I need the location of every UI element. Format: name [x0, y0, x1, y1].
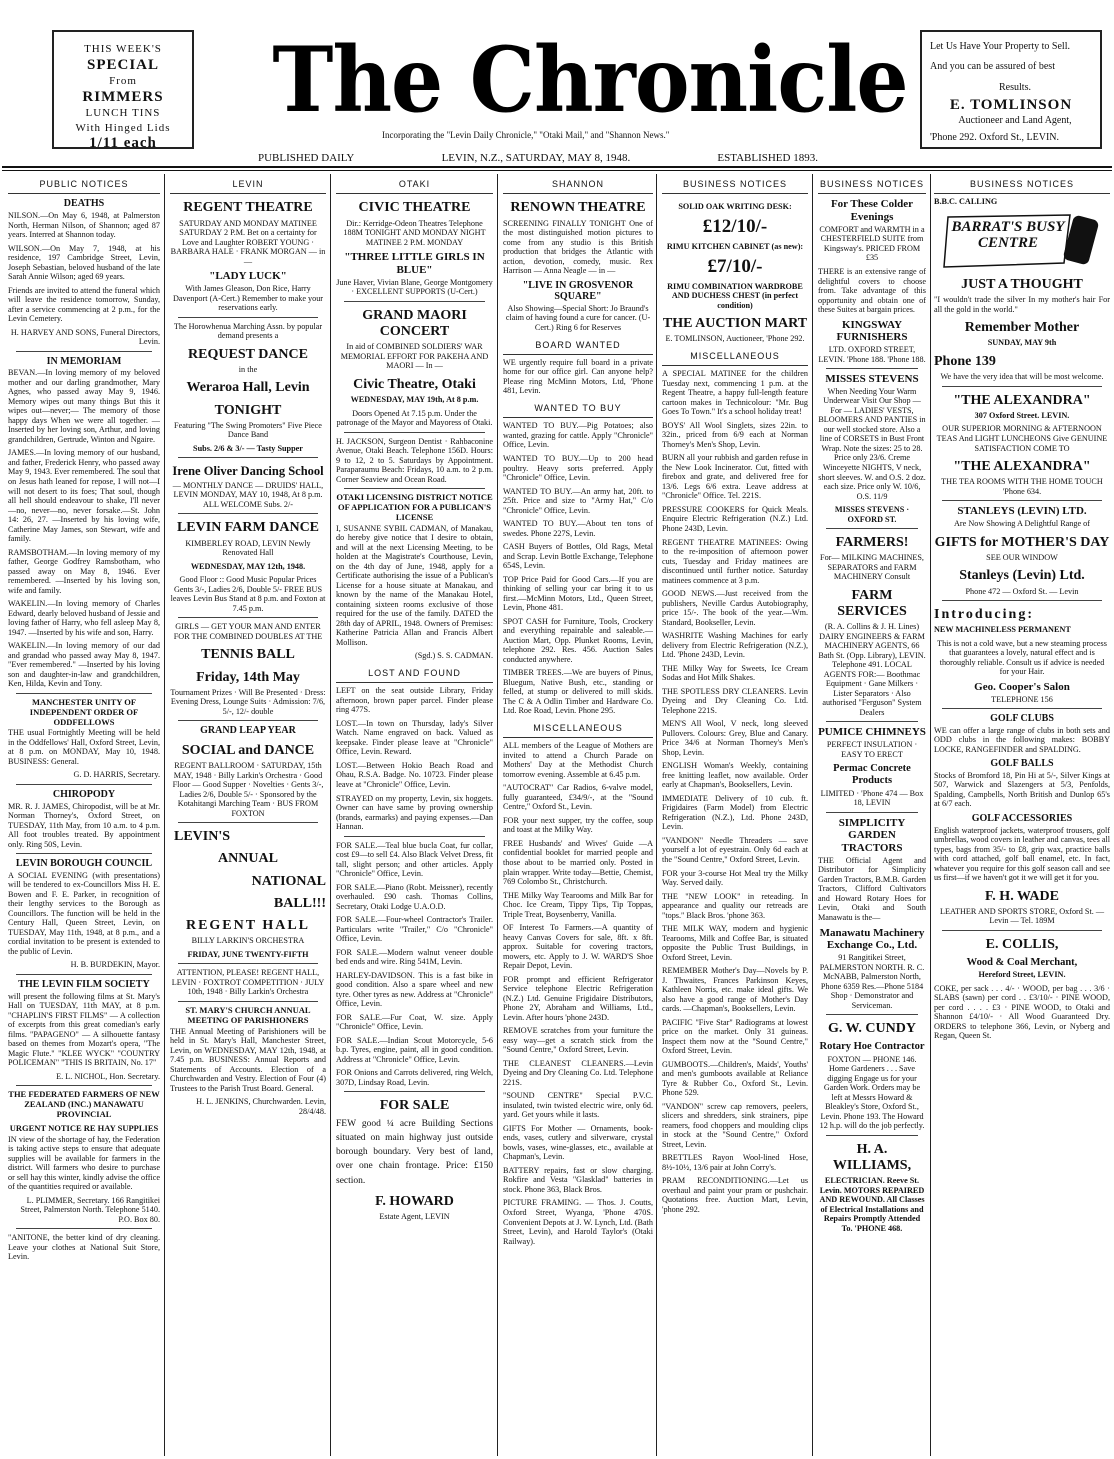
column-levin — [170, 176, 326, 1456]
classified: BATTERY repairs, fast or slow charging. Rokfire and Vesta "Glasklad" batteries in stock. Phone 363, Black Bros. — [503, 1165, 653, 1194]
divider — [178, 720, 318, 721]
ad-heading: SIMPLICITY GARDEN TRACTORS — [838, 816, 906, 855]
column-divider — [812, 174, 813, 1456]
ad-text: GIRLS — GET YOUR MAN AND ENTER FOR THE COMBINED DOUBLES AT THE — [173, 622, 323, 641]
notice: RAMSBOTHAM.—In loving memory of my father, George Godfrey Ramsbotham, who passed away on May 8, 1946. Ever remembered. —Inserted by his loving son, wife and family. — [8, 547, 160, 595]
column-divider — [164, 174, 165, 1456]
notice: NILSON.—On May 6, 1948, at Palmerston North, Herman Nilson, of Shannon; aged 87 years. Interred at Shannon today. — [8, 211, 160, 240]
column-business-notices-3 — [934, 176, 1110, 1456]
ad-text: 307 Oxford Street. LEVIN. — [974, 410, 1070, 420]
newspaper-title: The Chronicle — [272, 27, 908, 133]
section-heading: GOLF BALLS — [990, 758, 1054, 770]
classified: THE "NEW LOOK" in reteading. In appearance and quality our retreads are "tops." Black Bros. 'phone 363. — [662, 891, 808, 920]
classified: BURN all your rubbish and garden refuse in the New Look Incinerator. Cut, fitted with firebox and grate, and delivered free for 13/6. Legs 6/6 extra. Leave address at "Chronicle" Office. Tel. 221S. — [662, 453, 808, 501]
notice: WILSON.—On May 7, 1948, at his residence, 197 Cambridge Street, Levin, Joseph Sebastian, beloved husband of the late Sarah Annie Wilson; aged 69 years. — [8, 243, 160, 282]
classified: PICTURE FRAMING. — Thos. J. Coutts, Oxford Street, Wyanga, 'Phone 470S. Convenient Depots at J. W. Lynch, Ltd. (Bath Street, Levin), and Harold Taylor's (Otaki Railway). — [503, 1198, 653, 1246]
classified: IMMEDIATE Delivery of 10 cub. ft. Frigidaires (Farm Model) from Electric Refrigeration (N.Z.), Ltd. Phone 243D, Levin. — [662, 793, 808, 832]
section-heading: LEVIN BOROUGH COUNCIL — [15, 858, 153, 870]
classified: PRAM RECONDITIONING.—Let us overhaul and paint your pram or pushchair. Quotations free. Auction Mart, Levin, 'phone 292. — [662, 1176, 808, 1214]
issue-date: LEVIN, N.Z., SATURDAY, MAY 8, 1948. — [441, 152, 631, 164]
divider — [344, 488, 485, 489]
column-heading: OTAKI — [336, 176, 493, 194]
barrats-logo — [940, 211, 1104, 271]
classified: FOR Onions and Carrots delivered, ring Welch, 307D, Lindsay Road, Levin. — [336, 1068, 493, 1087]
ad-text: SEE OUR WINDOW — [986, 552, 1058, 562]
divider — [942, 386, 1102, 387]
section-heading: CHIROPODY — [52, 788, 116, 800]
section-heading: DEATHS — [63, 198, 105, 210]
film-title: "LADY LUCK" — [209, 270, 287, 283]
ear-line: 1/11 each — [89, 135, 157, 152]
notice-signature: L. PLIMMER, Secretary. 166 Rangitikei Street, Palmerston North. Telephone 5140. P.O. Box 80. — [20, 1195, 160, 1224]
ad-heading: LEVIN'S — [174, 829, 231, 845]
established: ESTABLISHED 1893. — [717, 152, 818, 164]
ear-line: LUNCH TINS — [85, 106, 161, 119]
ad-text: With James Gleason, Don Rice, Harry Davenport (A-Cert.) Remember to make your reservations early. — [172, 284, 324, 313]
ad-text: LEATHER AND SPORTS STORE, Oxford St. — Levin — Tel. 189M — [939, 906, 1105, 926]
divider — [178, 1001, 318, 1002]
classified: OF Interest To Farmers.—A quantity of heavy Canvas Covers for sale, 8ft. x 8ft. approx. Suitable for covering tractors, mowers, etc. Apply to J. W. WARD'S Shoe Repair Depot, Levin. — [503, 923, 653, 971]
section-heading: MISCELLANEOUS — [503, 720, 653, 738]
notice: A SOCIAL EVENING (with presentations) will be tendered to ex-Councillors Miss H. E. Bowen and F. E. Parker, in recognition of their lengthy services to the Borough as Councillors. The function will be held in the Century Hall, Queen Street, Levin, on TUESDAY, May 11th, 1948, at 8 p.m., and a cordial invitation to be present is extended to the public of Levin. — [8, 870, 160, 956]
ad-text: in the — [238, 364, 258, 374]
ad-heading: "THE ALEXANDRA" — [953, 459, 1091, 475]
section-heading: BOARD WANTED — [503, 337, 653, 355]
ad-text: THERE is an extensive range of delightful covers to choose from. Take advantage of this opportunity and obtain one of these Suites at bargain prices. — [818, 267, 926, 315]
ad-heading: Weraroa Hall, Levin — [186, 380, 310, 396]
ad-heading: REGENT HALL — [185, 918, 311, 934]
ad-heading: SOCIAL and DANCE — [181, 742, 315, 758]
classified: FOR SALE.—Modern walnut veneer double bed ends and wire. Ring 541M, Levin. — [336, 947, 493, 967]
classified: REMEMBER Mother's Day—Novels by P. J. Thwaites, Frances Parkinson Keyes, Kathleen Norris, etc. make ideal gifts. We also have a good range of Mother's Day cards. —Chapman's, Booksellers, Levin. — [662, 966, 808, 1014]
column-business-notices-1 — [662, 176, 808, 1456]
ad-heading: PUMICE CHIMNEYS — [818, 726, 926, 739]
ear-line: RIMMERS — [82, 88, 164, 105]
section-heading: ST. MARY'S CHURCH ANNUAL MEETING OF PARISHIONERS — [185, 1004, 311, 1025]
divider — [826, 812, 918, 813]
divider — [178, 963, 318, 964]
ad-text: NEW MACHINELESS PERMANENT — [934, 625, 1071, 635]
ad-heading: FARMERS! — [835, 535, 909, 551]
divider — [344, 836, 485, 837]
divider — [826, 368, 918, 369]
ad-text: BILLY LARKIN'S ORCHESTRA — [191, 936, 305, 946]
ad-text: Also Showing—Special Short: Jo Braund's claim of having found a cure for cancer. (U-Cert.) Ring 6 for Reserves — [505, 303, 651, 332]
classified: FOR SALE.—Indian Scout Motorcycle, 5-6 b.p. Tyres, engine, paint, all in good condition. Address at "Chronicle" Office, Levin. — [336, 1035, 493, 1064]
ad-heading: Phone 139 — [934, 353, 996, 369]
classified: "SOUND CENTRE" Special P.V.C. insulated, twin twisted electric wire, only 6d. yard. Get yours while it lasts. — [503, 1091, 653, 1120]
ear-line: From — [109, 74, 137, 87]
left-ear-advert — [52, 30, 194, 152]
ad-text: In aid of COMBINED SOLDIERS' WAR MEMORIAL EFFORT FOR PAKEHA AND MAORI — In — — [340, 342, 489, 371]
ad-heading: TONIGHT — [214, 402, 282, 418]
column-shannon — [503, 176, 653, 1456]
classified: WANTED TO BUY.—Up to 200 head poultry. Heavy sorts preferred. Apply "Chronicle" Office, Levin. — [503, 453, 653, 483]
notice: Friends are invited to attend the funeral which will leave the residence tomorrow, Sunday, after a service commencing at 2 p.m., for the Levin Cemetery. — [8, 285, 160, 324]
ad-heading: F. HOWARD — [375, 1193, 454, 1209]
ad-text: SUNDAY, MAY 9th — [987, 338, 1057, 348]
classified: GOOD NEWS.—Just received from the publishers, Neville Cardus Autobiography, price 15/-. The book of the year.—Wm. Standard, Bookseller, Levin. — [662, 589, 808, 627]
divider — [178, 513, 318, 514]
section-heading: WANTED TO BUY — [503, 400, 653, 418]
column-heading: BUSINESS NOTICES — [662, 176, 808, 194]
ad-text: SCREENING FINALLY TONIGHT One of the most distinguished motion pictures to come from any studio is this British production that bridges the Atlantic with action, devotion, comedy, music. Rex Harrison — Anna Neagle — in — — [503, 218, 653, 276]
classified: CASH Buyers of Bottles, Old Rags, Metal and Scrap. Levin Bottle Exchange, Telephone 654S, Levin. — [503, 542, 653, 571]
classified: HARLEY-DAVIDSON. This is a fast bike in good condition. Also a spare wheel and new tyre. Other tyres as new. Address at "Chronicle" Office, Levin. — [336, 970, 493, 1009]
classified: TOP Price Paid for Good Cars.—If you are thinking of selling your car bring it to us first.—McMinn Motors, Ltd., Queen Street, Levin, Phone 481. — [503, 574, 653, 613]
ad-heading: Irene Oliver Dancing School — [172, 464, 324, 479]
ad-heading: Geo. Cooper's Salon — [974, 680, 1070, 693]
classified: BOYS' All Wool Singlets, sizes 22in. to 32in., priced from 6/9 each at Norman Thorney's Men's Shop, Levin. — [662, 420, 808, 449]
ear-line: THIS WEEK'S — [84, 43, 162, 55]
classified: BRETTLES Rayon Wool-lined Hose, 8½-10½, 13/6 pair at John Corry's. — [662, 1153, 808, 1172]
notice: WAKELIN.—In loving memory of Charles Edward, dearly beloved husband of Jessie and loving father of Harry, who fell asleep May 8, 1947. —Inserted by his wife and son, Harry. — [8, 599, 160, 637]
divider — [16, 1228, 152, 1229]
ad-heading: REQUEST DANCE — [188, 346, 308, 362]
classified: REMOVE scratches from your furniture the easy way—get a scratch stick from the "Sound Centre," Oxford Street, Levin. — [503, 1026, 653, 1055]
section-heading: GOLF ACCESSORIES — [971, 812, 1073, 824]
ad-text: Phone 472 — Oxford St. — Levin — [965, 586, 1079, 596]
ad-text: Tournament Prizes · Will Be Presented · Dress: Evening Dress, Lounge Suits · Admission: 7/6, 5/-, 12/- double — [170, 687, 326, 716]
classified: SPOT CASH for Furniture, Tools, Crockery and everything repairable and saleable.—Auction Mart, Opp. Plunket Rooms, Levin, telephone 292. Res. 456. Auction Sales conducted anywhere. — [503, 616, 653, 664]
ad-text: Featuring "The Swing Promoters" Five Piece Dance Band — [174, 420, 322, 440]
ad-heading: RENOWN THEATRE — [510, 200, 646, 216]
divider — [942, 500, 1102, 501]
classified: FOR SALE.—Teal blue bucla Coat, fur collar, cost £9—to sell £4. Also Black Velvet Dress, fit tall, slight person; and other articles. Apply "Chronicle" Office, Levin. — [336, 840, 493, 879]
ad-text: COKE, per sack . . . 4/- · WOOD, per bag . . . 3/6 · SLABS (sawn) per cord . . £3/10/- · PINE WOOD, per cord . . . . £3 · PINE WOOD, to Otaki and Shannon £4/10/- · All Wood Guaranteed Dry. ORDERS to telephone 366, Levin, or Nyberg and Regan, Queen St. — [934, 983, 1110, 1041]
notice: JAMES.—In loving memory of our husband, and father, Frederick Henry, who passed away May 9, 1943. Ever remembered. The soul that on Jesus hath leaned for repose, I will not—I will not desert to its foes; That soul, though all hell should endeavour to shake, I'll never—no, never—no, never forsake.—St. John 14: 26, 27. —Inserted by his loving wife, Catherine May James, son Stewart, wife and family. — [8, 448, 160, 544]
ad-text: "I wouldn't trade the silver In my mother's hair For all the gold in the world." — [934, 295, 1110, 314]
notice-signature: G. D. HARRIS, Secretary. — [73, 770, 160, 780]
notice-signature: H. B. BURDEKIN, Mayor. — [70, 960, 160, 970]
ad-text: We have the very idea that will be most welcome. — [940, 372, 1104, 382]
section-heading: OTAKI LICENSING DISTRICT NOTICE OF APPLICATION FOR A PUBLICAN'S LICENSE — [336, 492, 493, 522]
ad-heading: Introducing: — [934, 607, 1034, 623]
classified: "VANDON" Needle Threaders — save yourself a lot of eyestrain. Only 6d each at the "Sound Centre," Oxford Street, Levin. — [662, 835, 808, 864]
column-otaki — [336, 176, 493, 1456]
column-divider — [497, 174, 498, 1456]
classified: THE Milky Way for Sweets, Ice Cream Sodas and Hot Milk Shakes. — [662, 663, 808, 683]
classified: FOR your next supper, try the coffee, soup and toast at the Milky Way. — [503, 815, 653, 835]
classified: ALL members of the League of Mothers are invited to attend a Church Parade on Mothers' Day at the Methodist Church tomorrow evening. Assemble at 6.45 p.m. — [503, 741, 653, 779]
classified: FOR SALE.—Piano (Robt. Meissner), recently overhauled. £90 cash. Thomas Collins, Secretary, Otaki Lodge U.A.O.D. — [336, 882, 493, 911]
divider — [344, 301, 485, 302]
ad-text: Estate Agent, LEVIN — [379, 1212, 450, 1222]
notice: H. JACKSON, Surgeon Dentist · Rahbaconine Avenue, Otaki Beach. Telephone 156D. Hours: 9 to 12, 2 to 5. Saturdays by Appointment. Paraparaumu Beach: Fridays, 10 a.m. to 2 p.m. Corner Seaview and Ocean Road. — [336, 436, 493, 484]
ad-heading: "THE ALEXANDRA" — [953, 392, 1091, 408]
ad-heading: LEVIN FARM DANCE — [176, 520, 320, 536]
barrats-logo-text: BARRAT'S BUSY CENTRE — [951, 218, 1065, 252]
section-heading: GOLF CLUBS — [990, 713, 1054, 725]
classified: A SPECIAL MATINEE for the children Tuesday next, commencing 1 p.m. at the Regent Theatre, a happy full-length feature cartoon makes in Technicolour: "Mr. Bug Goes To Town." It's a school holiday treat! — [662, 369, 808, 417]
published-daily: PUBLISHED DAILY — [258, 152, 355, 164]
divider — [826, 1135, 918, 1136]
divider — [344, 1091, 485, 1092]
divider — [178, 457, 318, 458]
notice: BEVAN.—In loving memory of my beloved mother and our darling grandmother, Mary Agnes, who passed away May 9, 1946. Memory wipes out many things But this it wipes out—never;— The memory of those happy days When we were all together. —Inserted by her loving son, Arthur, and loving grandchildren, Gertrude, Winton and Ngaire. — [8, 368, 160, 444]
ad-text: Hereford Street, LEVIN. — [978, 970, 1066, 980]
classified: TIMBER TREES.—We are buyers of Pinus, Bluegum, Native Bush, etc., standing or felled, at stump or delivered to mill skids. The C & A Odlin Timber and Hardware Co. Ltd. Roe Road, Levin. Phone 295. — [503, 668, 653, 716]
ad-heading: GRAND LEAP YEAR — [200, 725, 296, 737]
section-heading: MISCELLANEOUS — [662, 348, 808, 366]
column-divider — [330, 174, 331, 1456]
classified: FOR SALE.—Four-wheel Contractor's Trailer. Particulars write "Trailer," C/o "Chronicle" Office, Levin. — [336, 915, 493, 944]
ad-heading: Stanleys (Levin) Ltd. — [959, 568, 1085, 584]
notice: MR. R. J. JAMES, Chiropodist, will be at Mr. Norman Thorney's, Oxford Street, on TUESDAY, 11th May, from 10 a.m. to 4 p.m. All foot troubles treated. By appointment only. Ring 50S, Levin. — [8, 801, 160, 849]
classified: PRESSURE COOKERS for Quick Meals. Enquire Electric Refrigeration (N.Z.) Ltd. Phone 243D, Levin. — [662, 504, 808, 533]
ad-text: Are Now Showing A Delightful Range of — [954, 519, 1090, 529]
classified: THE SPOTLESS DRY CLEANERS. Levin Dyeing and Dry Cleaning Co. Ltd. Telephone 221S. — [662, 686, 808, 715]
ad-heading: ANNUAL — [218, 851, 278, 867]
classified: WANTED TO BUY.—About ten tons of swedes. Phone 227S, Levin. — [503, 519, 653, 538]
divider — [942, 708, 1102, 709]
ad-text: (R. A. Collins & J. H. Lines) DAIRY ENGINEERS & FARM MACHINERY AGENTS, 66 Bath St. (Opp. Library), LEVIN. Telephone 491. LOCAL AGENTS FOR:— Boothmac Equipment · Gane Milkers · Lister Separators · Also authorised "Ferguson" System Dealers — [818, 622, 926, 717]
ear-line: 'Phone 292. Oxford St., LEVIN. — [930, 132, 1060, 143]
ad-text: FEW good ¼ acre Building Sections situated on main highway just outside borough boundary. Very best of land, over one chain frontage. Price: £150 section. — [336, 1118, 493, 1186]
classified: THE CLEANEST CLEANERS.—Levin Dyeing and Dry Cleaning Co. Ltd. Telephone 221S. — [503, 1058, 653, 1087]
masthead-rule — [2, 166, 1112, 168]
ad-heading: CIVIC THEATRE — [358, 200, 471, 216]
notice: I, SUSANNE SYBIL CADMAN, of Manakau, do hereby give notice that I desire to obtain, and will at the next Licensing Meeting, to be holden at the Magistrate's Courthouse, Levin, on the 4th day of June, 1948, apply for a Certificate authorising the issue of a Publican's License for a house situate at Manakau, and known by the name of the Manakau Hotel, containing sixteen rooms exclusive of those required for the use of the family. DATED the 28th day of APRIL, 1948. Owners of Premises: Katherine Patricia Allan and Francis Albert Mollison. — [336, 523, 493, 647]
notice-signature: H. L. JENKINS, Churchwarden. Levin, 28/4/48. — [196, 1097, 326, 1116]
section-heading: IN MEMORIAM — [46, 355, 122, 367]
classified: ENGLISH Woman's Weekly, containing free knitting leaflet, now available. Order early at Chapman's, Booksellers, Levin. — [662, 761, 808, 790]
divider — [826, 528, 918, 529]
ad-heading: F. H. WADE — [985, 888, 1059, 904]
ad-heading: Friday, 14th May — [196, 669, 300, 685]
ad-text: THE TEA ROOMS WITH THE HOME TOUCH 'Phone 634. — [941, 477, 1103, 496]
classified: WE urgently require full board in a private home for our office girl. Can anyone help? Please ring McMinn Motors, Ltd, 'Phone 481, Levin. — [503, 357, 653, 396]
column-heading: BUSINESS NOTICES — [818, 176, 926, 194]
divider — [942, 600, 1102, 601]
ad-text: 91 Rangitikei Street, PALMERSTON NORTH. R. C. McNABB, Palmerston North, Phone 6359 Res.—Phone 5184 Shop · Demonstrator and Serviceman. — [819, 953, 925, 1010]
ad-heading: Permac Concrete Products — [833, 763, 911, 787]
ad-heading: E. COLLIS, — [985, 936, 1059, 952]
divider — [178, 617, 318, 618]
ad-heading: GIFTS for MOTHER'S DAY — [934, 534, 1110, 550]
classified: FOR SALE.—Fur Coat, W. size. Apply "Chronicle" Office, Levin. — [336, 1012, 493, 1032]
ad-heading: Wood & Coal Merchant, — [966, 957, 1078, 969]
ad-text: Good Floor :: Good Music Popular Prices Gents 3/-, Ladies 2/6, Double 5/- FREE BUS leaves Levin Bus Stand at 8 p.m. and Foxton at 7.45 p.m. — [170, 575, 326, 613]
divider — [16, 351, 152, 352]
notice-signature: H. HARVEY AND SONS, Funeral Directors, Levin. — [10, 327, 160, 347]
ear-line: E. TOMLINSON — [949, 96, 1073, 113]
ad-text: WEDNESDAY, MAY 12th, 1948. — [190, 561, 306, 571]
ad-text: RIMU COMBINATION WARDROBE AND DUCHESS CHEST (in perfect condition) — [667, 281, 803, 310]
ad-heading: G. W. CUNDY — [828, 1021, 916, 1037]
ad-heading: H. A. WILLIAMS, — [832, 1141, 912, 1173]
classified: WANTED TO BUY.—An army hat, 20ft. to 25ft. Price and size to "Army Hat," C/o "Chronicle" Office, Levin. — [503, 486, 653, 515]
logo-radio-icon — [1062, 214, 1099, 265]
column-business-notices-2 — [818, 176, 926, 1456]
ad-text: The Horowhenua Marching Assn. by popular demand presents a — [173, 321, 323, 341]
classified: FREE Husbands' and Wives' Guide —A confidential booklet for married people and those about to be married only. Posted in plain wrapper. Write today—Bettie, Chemist, 769 Colombo St., Christchurch. — [503, 838, 653, 887]
divider — [16, 974, 152, 975]
ad-heading: Civic Theatre, Otaki — [353, 376, 476, 392]
divider — [16, 693, 152, 694]
ad-text: KIMBERLEY ROAD, LEVIN Newly Renovated Hall — [185, 538, 311, 558]
price: £12/10/- — [702, 215, 768, 237]
right-ear-advert — [920, 30, 1102, 149]
notice: IN view of the shortage of hay, the Federation is taking active steps to ensure that adequate supplies will be available for farmers in the district. Will farmers who desire to purchase or sell hay this winter, kindly advise the office of the quantities required or available. — [8, 1134, 160, 1192]
section-heading: MANCHESTER UNITY OF INDEPENDENT ORDER OF ODDFELLOWS — [29, 696, 139, 727]
ad-heading: KINGSWAY FURNISHERS — [836, 318, 908, 344]
column-heading: PUBLIC NOTICES — [8, 176, 160, 194]
ad-heading: REGENT THEATRE — [183, 200, 313, 216]
classified: THE Milky Way Tearooms and Milk Bar for Choc. Ice Cream, Tippy Tips, Tip Toppas, Triple Treat, Boysenberry, Vanilla. — [503, 890, 653, 919]
column-public-notices — [8, 176, 160, 1456]
film-title: "THREE LITTLE GIRLS IN BLUE" — [344, 251, 485, 276]
ad-heading: GRAND MAORI CONCERT — [362, 307, 467, 339]
classified: THE MILK WAY, modern and hygienic Tearooms, Milk and Coffee Bar, is situated opposite the Public Trust Buildings, in Oxford Street, Levin. — [662, 924, 808, 962]
ad-text: FRIDAY, JUNE TWENTY-FIFTH — [187, 949, 309, 959]
notice: THE usual Fortnightly Meeting will be held in the Oddfellows' Hall, Oxford Street, Levin, at 8 p.m. on MONDAY, May 10, 1948. BUSINESS: General. — [8, 728, 160, 766]
section-heading: LOST AND FOUND — [336, 665, 493, 683]
classified: FOR prompt and efficient Refrigerator Service telephone Electric Refrigeration (N.Z.) Ltd. Genuine Frigidaire Distributors, Phone 2Y, Abraham and Williams, Ltd., Levin. After hours 'phone 243D. — [503, 974, 653, 1022]
ad-text: LIMITED · 'Phone 474 — Box 18, LEVIN — [820, 788, 924, 808]
masthead-rule — [2, 170, 1112, 171]
ad-heading: THE AUCTION MART — [662, 316, 808, 332]
ad-heading: FARM SERVICES — [837, 587, 907, 620]
notice: "ANITONE, the better kind of dry cleaning. Leave your clothes at National Suit Store, Levin. — [8, 1233, 160, 1262]
ear-line: Results. — [999, 82, 1031, 93]
dateline — [258, 152, 818, 164]
classified: GUMBOOTS.—Children's, Maids', Youths' and men's gumboots available at Reliance Tyre & Rubber Co., Oxford St., Levin. Phone 529. — [662, 1059, 808, 1098]
ad-text: LTD. OXFORD STREET, LEVIN. 'Phone 188. 'Phone 188. — [818, 345, 926, 364]
ad-text: — MONTHLY DANCE — DRUIDS' HALL, LEVIN MONDAY, MAY 10, 1948, At 8 p.m. ALL WELCOME Subs. 2/- — [172, 480, 324, 509]
divider — [16, 1085, 152, 1086]
classified: LEFT on the seat outside Library, Friday afternoon, brown paper parcel. Finder please ring 477S. — [336, 686, 493, 715]
ear-line: With Hinged Lids — [75, 121, 171, 134]
notice: will present the following films at St. Mary's Hall on TUESDAY, 11th MAY, at 8 p.m. "CHAPLIN'S FIRST FILMS" — A collection of excerpts from this great comedian's early films. "PAPAGENO" — A silhouette fantasy based on themes from Mozart's opera, "The Magic Flute." "KLEE WYCK" "COUNTRY POLICEMAN" "THIS IS BRITAIN, No. 17" — [8, 991, 160, 1068]
notice-signature: E. L. NICHOL, Hon. Secretary. — [56, 1071, 160, 1081]
ad-text: Doors Opened At 7.15 p.m. Under the patronage of the Mayor and Mayoress of Otaki. — [336, 408, 493, 428]
ear-line: And you can be assured of best — [930, 60, 1055, 72]
classified: "AUTOCRAT" Car Radios, 6-valve model, fully guaranteed, £34/9/-, at the "Sound Centre," Oxford St., Levin. — [503, 783, 653, 812]
ad-text: THE Official Agent and Distributor for Simplicity Garden Tractors, B.M.B. Garden Tractors, Clifford Cultivators and Howard Rotary Hoes for Levin, Otaki and South Manawatu is the— — [818, 855, 926, 922]
ad-text: When Needing Your Warm Underwear Visit Our Shop — For — LADIES' VESTS, BLOOMERS AND PANTIES in our well stocked store. Also a line of CORSETS in Bust Front Wrap. Note the sizes: 25 to 28. Price only 23/6. Creme Winceyette NIGHTS, V neck, short sleeves. W. and O.S. 2 doz. each size. Price only W. 10/6, O.S. 11/9 — [818, 386, 926, 501]
incorporating-line: Incorporating the "Levin Daily Chronicle," "Otaki Mail," and "Shannon News." — [382, 130, 670, 140]
section-subheading: URGENT NOTICE RE HAY SUPPLIES — [9, 1122, 159, 1133]
classified: WANTED TO BUY.—Pig Potatoes; also wanted, grazing for cattle. Apply "Chronicle" Office, Levin. — [503, 421, 653, 450]
film-title: "LIVE IN GROSVENOR SQUARE" — [522, 279, 634, 303]
ad-text: For— MILKING MACHINES, SEPARATORS and FARM MACHINERY Consult — [820, 553, 924, 582]
ad-text: ELECTRICIAN. Reeve St. Levin. MOTORS REPAIRED AND REWOUND. All Classes of Electrical Installations and Repairs Promptly Attended To. 'PHONE 468. — [819, 1176, 925, 1233]
ad-text: E. TOMLINSON, Auctioneer, 'Phone 292. — [665, 334, 805, 344]
classified: STRAYED on my property, Levin, six hoggets. Owner can have same by proving ownership (brands, earmarks) and paying expenses.—Dan Hannan. — [336, 793, 493, 832]
ad-text: SATURDAY AND MONDAY MATINEE SATURDAY 2 P.M. Bet on a certainty for Love and Laughter ROBERT YOUNG · BARBARA HALE · FRANK MORGAN — in — — [170, 218, 326, 266]
divider — [16, 853, 152, 854]
divider — [942, 930, 1102, 931]
divider — [178, 822, 318, 823]
price: £7/10/- — [707, 255, 763, 277]
divider — [16, 784, 152, 785]
ad-text: TELEPHONE 156 — [991, 694, 1053, 704]
column-divider — [656, 174, 657, 1456]
ad-text: Dir.: Kerridge-Odeon Theatres Telephone 188M TONIGHT AND MONDAY NIGHT MATINEE 2 P.M. MONDAY — [343, 218, 486, 247]
ad-text: FOXTON — PHONE 146. Home Gardeners . . . Save digging Engage us for your Garden Work. Orders may be left at Messrs Howard & Bleakley's Store, Oxford St., Levin. Phone 193. The Howard 12 h.p. will do the job perfectly. — [819, 1054, 925, 1131]
ad-text: PERFECT INSULATION · EASY TO ERECT — [826, 740, 918, 759]
classified: WASHRITE Washing Machines for early delivery from Electric Refrigeration (N.Z.), Ltd. 'Phone 243D, Levin. — [662, 631, 808, 660]
classified: LOST.—In town on Thursday, lady's Silver Watch. Name engraved on back. Valued as keepsake. Finder please leave at "Chronicle" Office, Levin. Reward. — [336, 718, 493, 757]
ad-text: REGENT BALLROOM · SATURDAY, 15th MAY, 1948 · Billy Larkin's Orchestra · Good Floor — Good Supper · Novelties · Gents 3/-, Ladies 2/6, Double 5/- · Sponsored by the Kotahitangi Marching Team · BUS FROM FOXTON — [172, 761, 324, 818]
classified: FOR your 3-course Hot Meal try the Milky Way. Served daily. — [662, 868, 808, 888]
divider — [826, 721, 918, 722]
ad-text: Subs. 2/6 & 3/- — Tasty Supper — [193, 443, 303, 453]
classified: REGENT THEATRE MATINEES: Owing to the re-imposition of afternoon power cuts, Tuesday and Friday matinees are discontinued until further notice. Saturday matinees commence at 3 p.m. — [662, 537, 808, 585]
ear-line: SPECIAL — [86, 56, 160, 73]
ad-text: This is not a cold wave, but a new steaming process that guarantees a lovely, natural effect and is thoroughly reliable. Consult us if advice is needed for your Hair. — [937, 638, 1107, 677]
ad-text: Stocks of Bromford 18, Pin Hi at 5/-, Silver Kings at 507, Warwick and Slazengers at 5/3, Penfolds, Spalding, Campbells, North British and Dunlop 65's at 6/7 each. — [934, 770, 1110, 809]
column-heading: BUSINESS NOTICES — [934, 176, 1110, 194]
ad-heading: Manawatu Machinery Exchange Co., Ltd. — [819, 926, 925, 952]
ear-line: Auctioneer and Land Agent, — [958, 114, 1072, 126]
ad-heading: BALL!!! — [273, 895, 326, 911]
ad-heading: JUST A THOUGHT — [961, 276, 1083, 292]
ad-heading: TENNIS BALL — [201, 647, 295, 663]
column-divider — [930, 174, 931, 1456]
section-heading: THE FEDERATED FARMERS OF NEW ZEALAND (INC.) MANAWATU PROVINCIAL — [8, 1089, 160, 1119]
ad-heading: MISSES STEVENS — [825, 373, 919, 386]
ad-text: WEDNESDAY, MAY 19th, At 8 p.m. — [350, 395, 479, 404]
ad-text: SOLID OAK WRITING DESK: — [678, 202, 792, 212]
divider — [344, 432, 485, 433]
ad-text: MISSES STEVENS · OXFORD ST. — [834, 505, 910, 524]
column-heading: LEVIN — [170, 176, 326, 194]
notice: WAKELIN.—In loving memory of our dad and grandad who passed away May 8, 1947. "Ever remembered." —Inserted by his loving son and daughter-in-law and grandchildren, Ken, Hilda, Kevin and Tony. — [8, 641, 160, 689]
ad-heading: NATIONAL — [251, 873, 326, 889]
classified: LOST.—Between Hokio Beach Road and Ohau, R.S.A. Badge. No. 10723. Finder please leave at "Chronicle" Office, Levin. — [336, 760, 493, 789]
ad-heading: STANLEYS (LEVIN) LTD. — [957, 505, 1087, 518]
divider — [178, 317, 318, 318]
classified: "VANDON" screw cap removers, peelers, slicers and shredders, sink strainers, pipe reamers, food choppers and moulding clips in stock at the "Sound Centre," Oxford Street, Levin. — [662, 1101, 808, 1149]
classified: GIFTS For Mother — Ornaments, book-ends, vases, cutlery and silverware, crystal bowls, vases, wine-glasses, etc., available at Chapman's, Levin. — [503, 1123, 653, 1162]
ad-text: COMFORT and WARMTH in a CHESTERFIELD SUITE from Kingsway's. PRICED FROM £35 — [819, 224, 925, 263]
ad-heading: For These Colder Evenings — [830, 198, 914, 224]
column-heading: SHANNON — [503, 176, 653, 194]
ad-text: June Haver, Vivian Blane, George Montgomery · EXCELLENT SUPPORTS (U-Cert.) — [336, 277, 493, 297]
ad-text: OUR SUPERIOR MORNING & AFTERNOON TEAS And LIGHT LUNCHEONS Give GENUINE SATISFACTION COME TO — [936, 424, 1108, 453]
section-heading: THE LEVIN FILM SOCIETY — [18, 978, 150, 990]
ad-text: English waterproof jackets, waterproof trousers, golf umbrellas, wood covers in leather and canvas, tees all types, bags from 35/- to £8, grip wax, practice balls with cord attached, golf ball enamel, etc. In fact, whatever you require for this golf season call and see us first—if we haven't got it we will get it for you. — [934, 825, 1110, 883]
ad-heading: FOR SALE — [379, 1098, 450, 1114]
classified: MEN'S All Wool, V neck, long sleeved Pullovers. Colours: Grey, Blue and Canary. Price 34/6 at Norman Thorney's Men's Shop, Levin. — [662, 719, 808, 757]
notice-signature: (Sgd.) S. S. CADMAN. — [414, 651, 493, 661]
ad-text: ATTENTION, PLEASE! REGENT HALL, LEVIN · FOXTROT COMPETITION · JULY 10th, 1948 · Billy Larkin's Orchestra — [171, 968, 325, 997]
ad-heading: Rotary Hoe Contractor — [819, 1041, 925, 1053]
divider — [826, 1014, 918, 1015]
classified: PACIFIC "Five Star" Radiograms at lowest price on the market. Only 31 guineas. Inspect them now at the "Sound Centre," Oxford Street, Levin. — [662, 1017, 808, 1056]
notice: THE Annual Meeting of Parishioners will be held in St. Mary's Hall, Manchester Street, Levin, on WEDNESDAY, MAY 12th, 1948, at 7.45 p.m. BUSINESS: Annual Reports and Statements of Accounts. Election of a Churchwarden and Vestry. Election of Four (4) Trustees to the Parish Trust Board. General. — [170, 1026, 326, 1093]
ad-text: B.B.C. CALLING — [934, 197, 998, 207]
ear-line: Let Us Have Your Property to Sell. — [930, 41, 1070, 52]
ad-text: WE can offer a large range of clubs in both sets and ODD clubs in the following makes: BOBBY LOCKE, RANGEFINDER and SPALDING. — [934, 725, 1110, 754]
ad-text: RIMU KITCHEN CABINET (as new): — [666, 241, 804, 251]
ad-heading: Remember Mother — [964, 320, 1080, 336]
